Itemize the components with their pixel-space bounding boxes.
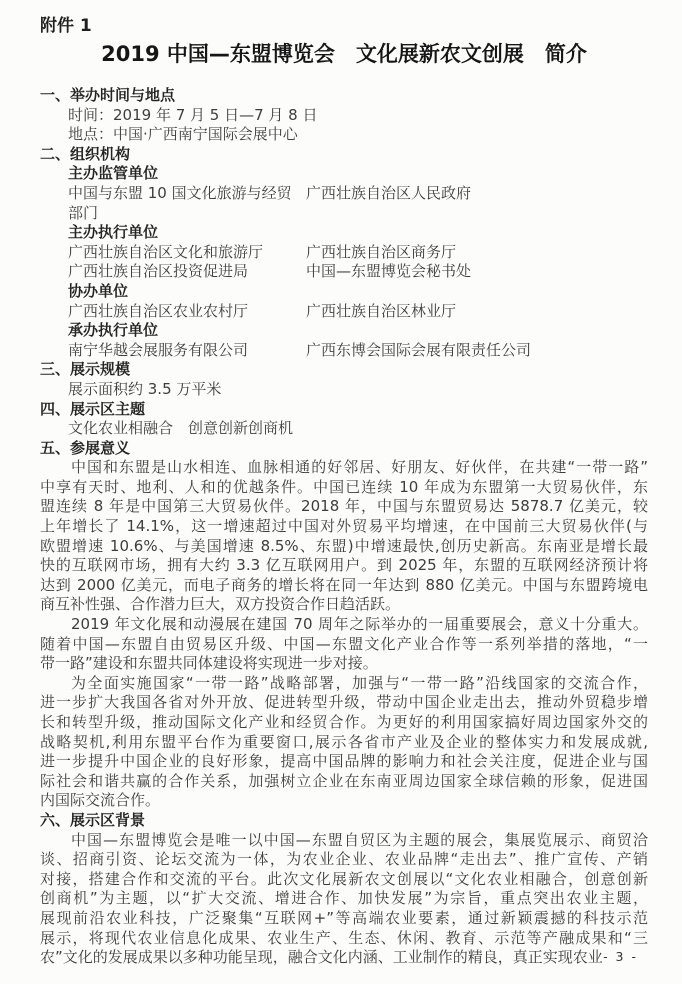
- paragraph-line: 内国际交流合作。: [40, 791, 161, 810]
- section-heading: 五、参展意义: [40, 438, 131, 457]
- paragraph-line: 中国—东盟博览会是唯一以中国—东盟自贸区为主题的展会，集展览展示、商贸洽: [71, 830, 648, 849]
- paragraph-line: 战略契机,利用东盟平台作为重要窗口,展示各省市产业及企业的整体实力和发展成就,: [40, 732, 648, 751]
- paragraph-line: 中国和东盟是山水相连、血脉相通的好邻居、好朋友、好伙伴，在共建“一带一路”: [71, 458, 648, 477]
- organization-name-right: 广西壮族自治区人民政府: [306, 183, 472, 202]
- paragraph-line: 进一步提升中国企业的良好形象，提高中国品牌的影响力和社会关注度，促进企业与国: [40, 752, 648, 771]
- organization-name-left: 广西壮族自治区农业农村厅: [68, 301, 249, 320]
- organization-name-right: 广西东博会国际会展有限责任公司: [306, 340, 532, 359]
- document-body: [40, 86, 648, 968]
- info-line: 地点：中国·广西南宁国际会展中心: [68, 125, 298, 144]
- organization-name-right: 广西壮族自治区商务厅: [306, 242, 457, 261]
- info-line: 文化农业相融合 创意创新创商机: [68, 419, 294, 438]
- paragraph-line: 2019 年文化展和动漫展在建国 70 周年之际举办的一届重要展会，意义十分重大。: [71, 615, 648, 634]
- paragraph-line: 农”文化的发展成果以多种功能呈现，融合文化内涵、工业制作的精良，真正实现农业: [40, 948, 603, 967]
- paragraph-line: 带一路”建设和东盟共同体建设将实现进一步对接。: [40, 654, 378, 673]
- paragraph-line: 盟连续 8 年是中国第三大贸易伙伴。2018 年，中国与东盟贸易达 5878.7 亿美元，较: [40, 497, 648, 516]
- paragraph-line: 展现前沿农业科技，广泛聚集“互联网+”等高端农业要素，通过新颖震撼的科技示范: [40, 908, 648, 927]
- paragraph-line: 谈、招商引资、论坛交流为一体，为农业企业、农业品牌“走出去”、推广宣传、产销: [40, 850, 648, 869]
- organization-row: [40, 243, 648, 263]
- paragraph: [40, 615, 648, 674]
- organization-row: [40, 302, 648, 322]
- paragraph-line: 展示，将现代农业信息化成果、农业生产、生态、休闲、教育、示范等产融成果和“三: [40, 928, 648, 947]
- paragraph-line: 商互补性强、合作潜力巨大，双方投资合作日趋活跃。: [40, 595, 401, 614]
- paragraph-line: 上年增长了 14.1%，这一增速超过中国对外贸易平均增速，在中国前三大贸易伙伴(与: [40, 517, 648, 536]
- paragraph-line: 为全面实施国家“一带一路”战略部署，加强与“一带一路”沿线国家的交流合作，: [71, 673, 648, 692]
- organization-row: [40, 184, 648, 223]
- organizer-role-subheading: 主办监管单位: [68, 164, 159, 183]
- paragraph-line: 快的互联网市场，拥有大约 3.3 亿互联网用户。到 2025 年，东盟的互联网经济预计将: [40, 556, 648, 575]
- info-line: 时间：2019 年 7 月 5 日—7 月 8 日: [68, 105, 318, 124]
- page-number: - 3 -: [603, 949, 638, 964]
- organization-name-left: 广西壮族自治区投资促进局: [68, 262, 249, 281]
- organization-row: [40, 341, 648, 361]
- paragraph: [40, 831, 648, 968]
- section-heading: 六、展示区背景: [40, 810, 146, 829]
- paragraph: [40, 674, 648, 811]
- section-heading: 一、举办时间与地点: [40, 86, 176, 104]
- organization-name-right: 中国—东盟博览会秘书处: [306, 262, 472, 281]
- organization-name-left: 南宁华越会展服务有限公司: [68, 340, 249, 359]
- organization-name-left: 中国与东盟 10 国文化旅游与经贸部门: [68, 183, 292, 222]
- paragraph-line: 进一步扩大我国各省对外开放、促进转型升级，带动中国企业走出去，推动外贸稳步增: [40, 693, 648, 712]
- paragraph-line: 长和转型升级，推动国际文化产业和经贸合作。为更好的利用国家搞好周边国家外交的: [40, 713, 648, 731]
- paragraph-line: 创商机”为主题，以“扩大交流、增进合作、加快发展”为宗旨，重点突出农业主题，: [40, 889, 648, 908]
- info-line: 展示面积约 3.5 万平米: [68, 379, 222, 398]
- organization-row: [40, 262, 648, 282]
- organizer-role-subheading: 主办执行单位: [68, 223, 159, 242]
- organization-name-right: 广西壮族自治区林业厅: [306, 301, 457, 320]
- attachment-label: 附件 1: [40, 16, 92, 36]
- organizer-role-subheading: 协办单位: [68, 281, 129, 300]
- section-heading: 四、展示区主题: [40, 399, 146, 418]
- document-title: 2019 中国—东盟博览会 文化展新农文创展 简介: [101, 42, 587, 66]
- paragraph-line: 随着中国—东盟自由贸易区升级、中国—东盟文化产业合作等一系列举措的落地，“一: [40, 634, 648, 653]
- paragraph-line: 达到 2000 亿美元，而电子商务的增长将在同一年达到 880 亿美元。中国与东盟跨境电: [40, 575, 648, 594]
- paragraph-line: 际社会和谐共赢的合作关系，加强树立企业在东南亚周边国家全球信赖的形象，促进国: [40, 771, 648, 790]
- section-heading: 三、展示规模: [40, 360, 131, 379]
- paragraph-line: 中享有天时、地利、人和的优越条件。中国已连续 10 年成为东盟第一大贸易伙伴，东: [40, 477, 648, 496]
- section-heading: 二、组织机构: [40, 144, 131, 163]
- paragraph-line: 对接，搭建合作和交流的平台。此次文化展新农文创展以“文化农业相融合，创意创新: [40, 869, 648, 888]
- paragraph: [40, 458, 648, 615]
- organizer-role-subheading: 承办执行单位: [68, 321, 159, 340]
- paragraph-line: 欧盟增速 10.6%、与美国增速 8.5%、东盟)中增速最快,创历史新高。东南亚是增长最: [40, 536, 648, 555]
- organization-name-left: 广西壮族自治区文化和旅游厅: [68, 242, 264, 261]
